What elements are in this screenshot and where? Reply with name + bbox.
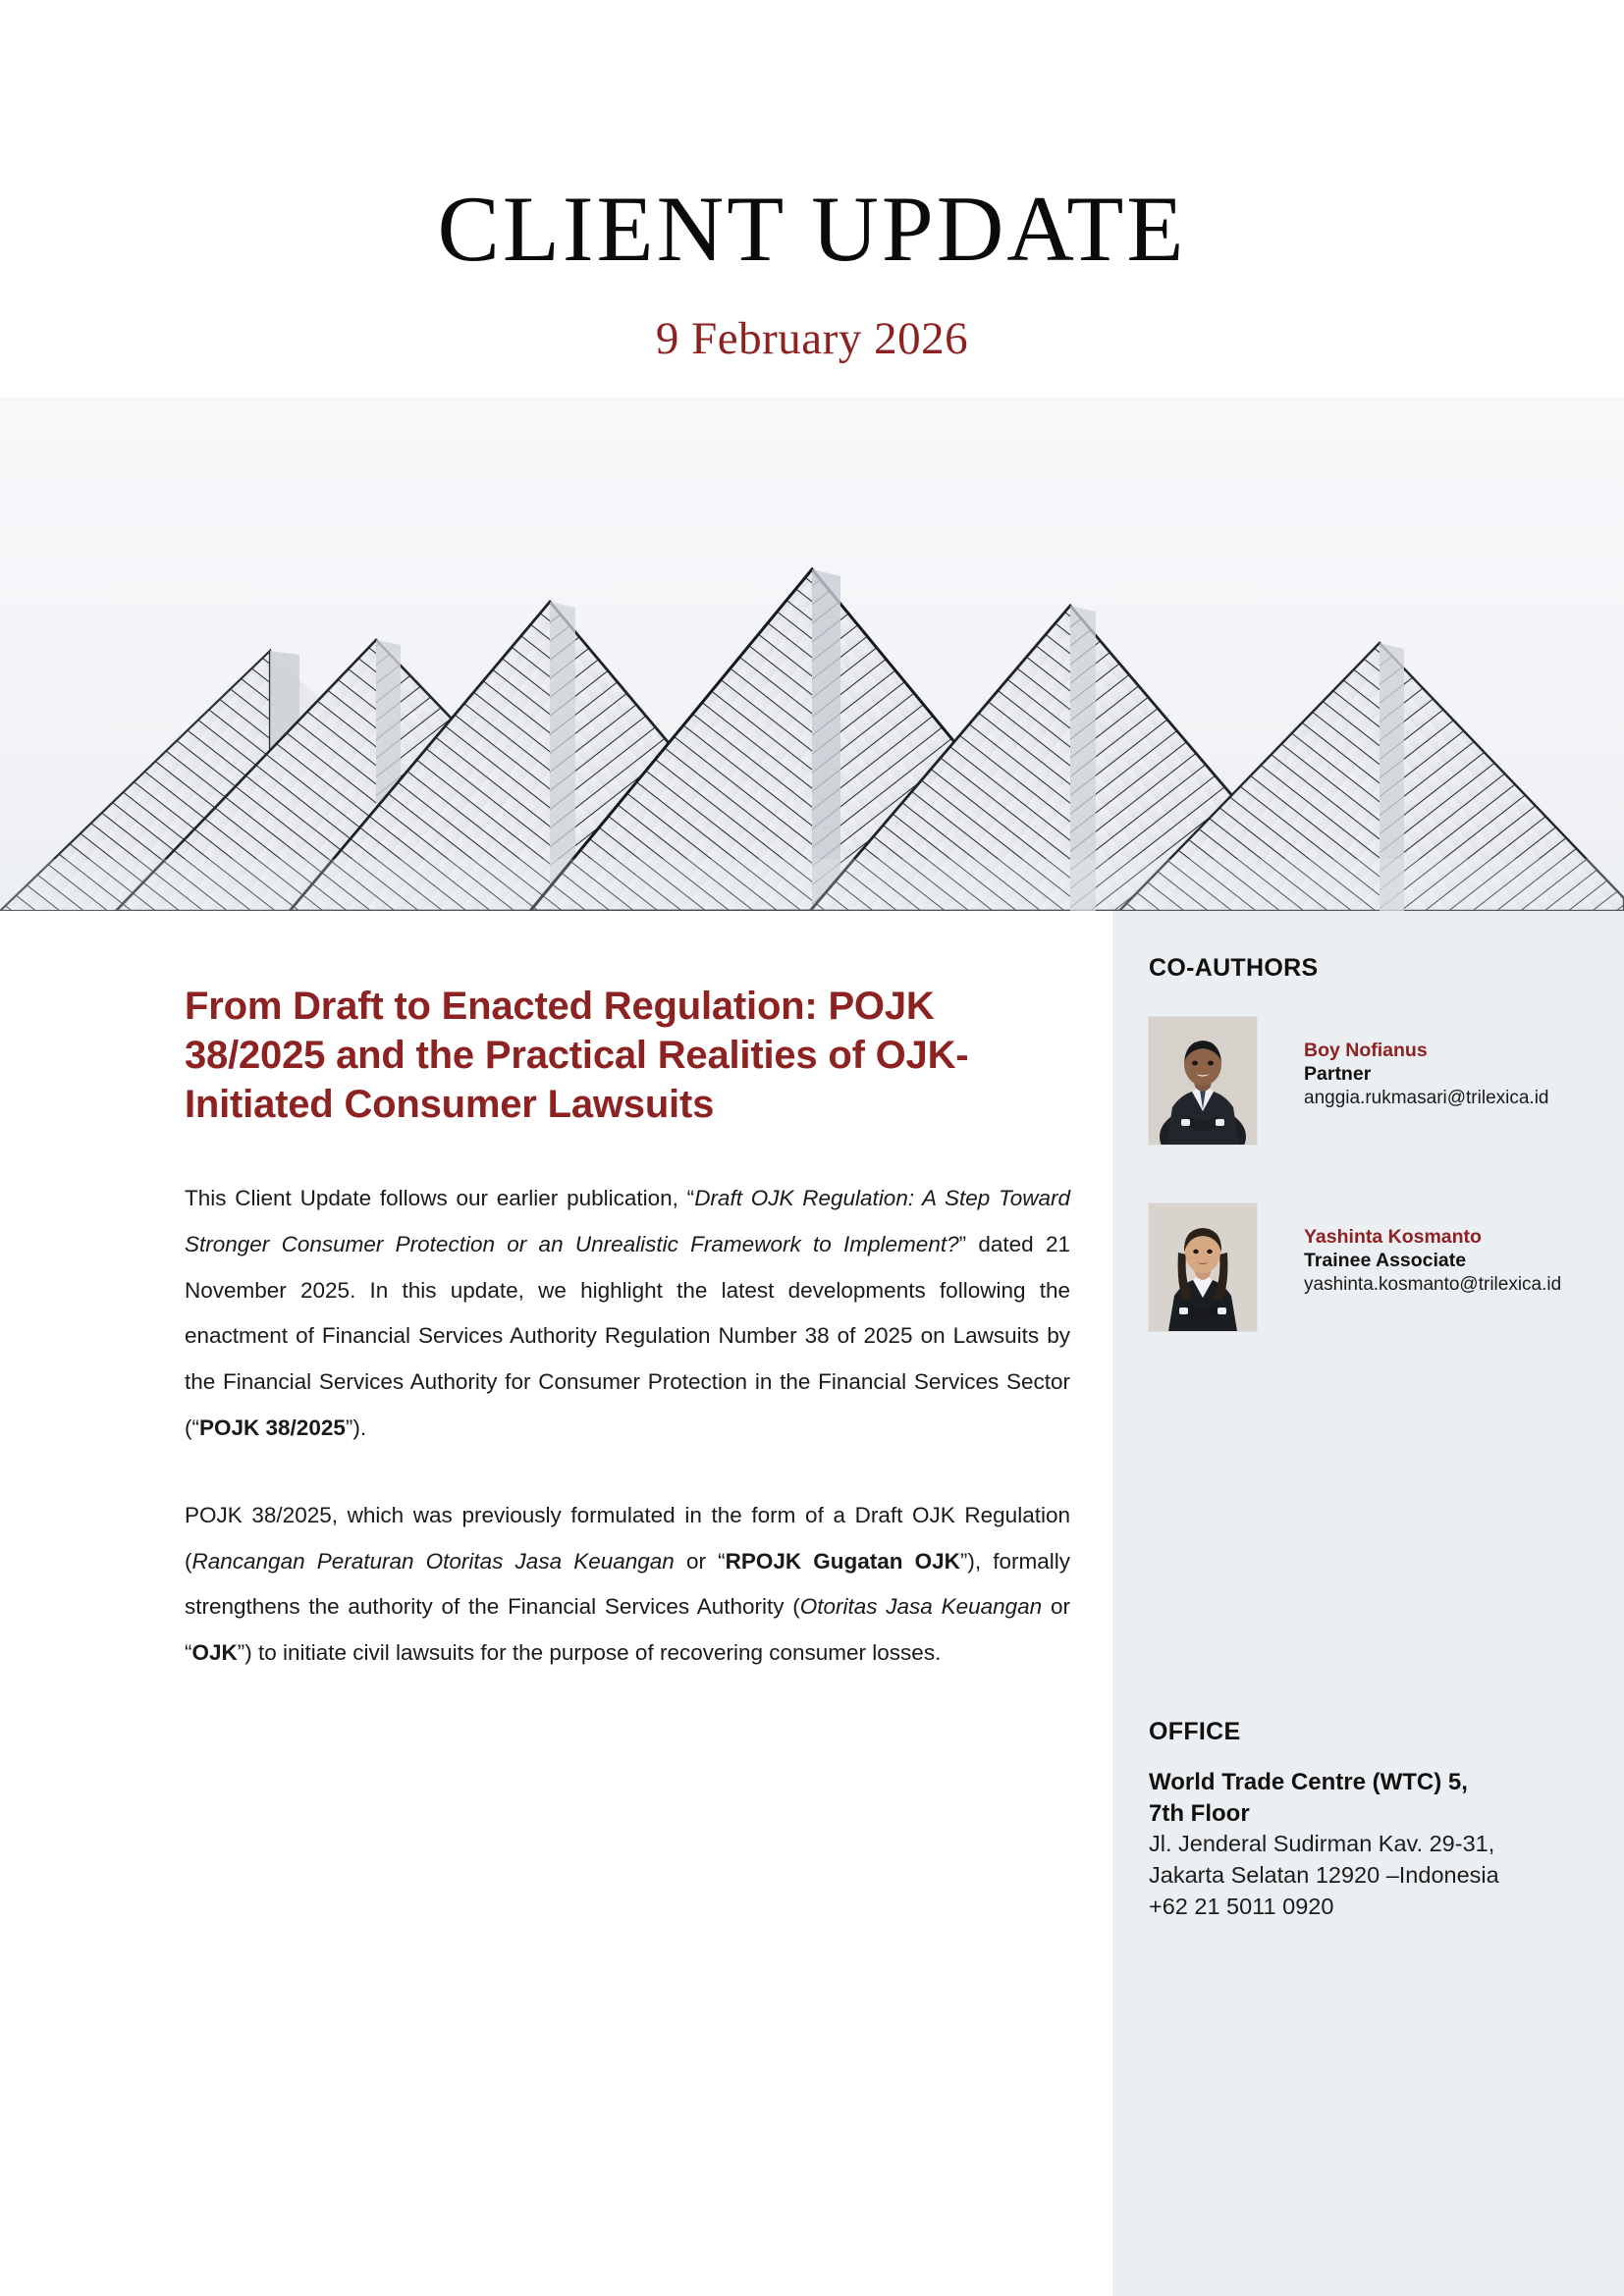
avatar <box>1149 1017 1257 1145</box>
masthead <box>0 0 1624 398</box>
office-name-line-1: World Trade Centre (WTC) 5, <box>1149 1769 1468 1795</box>
par1-seg1: This Client Update follows our earlier publication, “ <box>185 1186 695 1210</box>
coauthor-email[interactable]: yashinta.kosmanto@trilexica.id <box>1304 1273 1562 1295</box>
main-content <box>185 982 1070 1718</box>
par2-seg8-bold: OJK <box>191 1640 238 1666</box>
page-title: CLIENT UPDATE <box>437 177 1187 281</box>
office-address-line-2: Jakarta Selatan 12920 –Indonesia <box>1149 1862 1499 1889</box>
sidebar <box>1112 911 1624 2296</box>
avatar <box>1149 1203 1257 1331</box>
coauthor-details <box>1304 1225 1618 1297</box>
article-paragraph-2 <box>185 1493 1070 1677</box>
coauthor-email[interactable]: anggia.rukmasari@trilexica.id <box>1304 1087 1549 1108</box>
par1-seg2-italic: Draft OJK Regulation: A Step Toward Stronger Consumer Protection or an Unrealistic Framework to Implement? <box>185 1186 1071 1256</box>
coauthor-details <box>1304 1039 1618 1110</box>
par2-seg2-italic: Rancangan Peraturan Otoritas Jasa Keuangan <box>191 1548 675 1574</box>
coauthors-heading: CO-AUTHORS <box>1149 954 1319 982</box>
coauthor-role: Partner <box>1304 1063 1372 1086</box>
publication-date: 9 February 2026 <box>655 313 969 364</box>
yashinta-kosmanto-portrait <box>1149 1203 1257 1331</box>
par2-seg6-italic: Otoritas Jasa Keuangan <box>799 1594 1043 1620</box>
par2-seg3: or “ <box>674 1548 726 1574</box>
par1-seg4-bold: POJK 38/2025 <box>199 1415 346 1440</box>
article-title: From Draft to Enacted Regulation: POJK 38/2025 and the Practical Realities of OJK-Initiated Consumer Lawsuits <box>185 985 969 1126</box>
office-address-block <box>1149 1767 1610 1923</box>
office-name-line-2: 7th Floor <box>1149 1799 1250 1827</box>
par2-seg4-bold: RPOJK Gugatan OJK <box>725 1548 960 1574</box>
par1-seg5: ”). <box>345 1415 367 1440</box>
par2-seg1: POJK 38/2025, which was previously formulated in the form of a Draft OJK Regulation ( <box>185 1502 1070 1574</box>
coauthor-name: Yashinta Kosmanto <box>1304 1226 1482 1248</box>
article-paragraph-1 <box>185 1176 1070 1452</box>
office-address-line-1: Jl. Jenderal Sudirman Kav. 29-31, <box>1149 1831 1495 1857</box>
coauthor-role: Trainee Associate <box>1304 1250 1467 1272</box>
par1-seg3: ” dated 21 November 2025. In this update, we highlight the latest developments following the enactment of Financial Services Authority Regulation Number 38 of 2025 on Lawsuits by the Financial Services Authority for Consumer Protection in the Financial Services Sector (“ <box>185 1231 1070 1440</box>
boy-nofianus-portrait <box>1149 1017 1257 1145</box>
par2-seg9: ”) to initiate civil lawsuits for the purpose of recovering consumer losses. <box>237 1640 942 1666</box>
hero-building-image <box>0 398 1624 911</box>
office-phone[interactable]: +62 21 5011 0920 <box>1149 1894 1334 1920</box>
glass-spires-illustration <box>0 398 1624 911</box>
coauthor-name: Boy Nofianus <box>1304 1040 1428 1061</box>
par2-seg5: ”), formally strengthens the authority of the Financial Services Authority ( <box>185 1548 1070 1620</box>
office-heading: OFFICE <box>1149 1718 1241 1745</box>
par2-seg7: or “ <box>185 1594 1070 1666</box>
